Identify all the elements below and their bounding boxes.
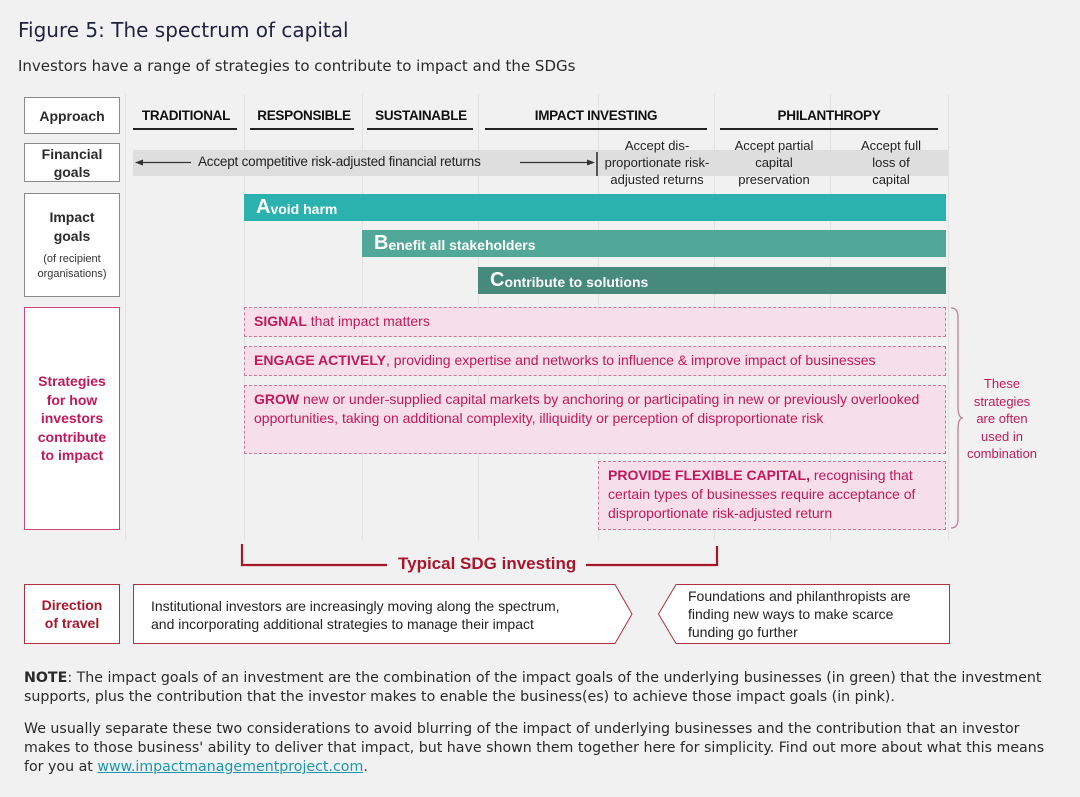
row-label-note-line: organisations)	[37, 268, 107, 280]
strategy-signal	[244, 307, 946, 337]
strategy-keyword: PROVIDE FLEXIBLE CAPITAL,	[608, 467, 810, 483]
figure-title: Figure 5: The spectrum of capital	[18, 18, 349, 42]
underline	[367, 128, 473, 130]
row-label-text: contribute	[37, 428, 107, 445]
text-line: proportionate risk-	[604, 155, 710, 170]
note-text: We usually separate these two considerations to avoid blurring of the impact of underlying businesses and the contribution that an investor makes to those business' ability to deliver that impact, but have shown them together here for simplicity. Find out more about what this means for you at	[24, 721, 1045, 775]
underline	[250, 128, 354, 130]
impact-bar-benefit-stakeholders	[362, 230, 946, 257]
impact-bar-contribute-solutions	[478, 267, 946, 294]
strategy-text: that impact matters	[306, 313, 430, 329]
approach-philanthropy: PHILANTHROPY	[777, 108, 881, 123]
row-label-note	[37, 252, 106, 282]
text-line: combination	[966, 446, 1038, 461]
row-label-financial-goals	[24, 143, 120, 182]
note-paragraph	[24, 669, 1064, 707]
bar-initial: C	[490, 269, 505, 291]
strategy-engage	[244, 346, 946, 376]
text-line: Accept dis-	[624, 138, 690, 153]
text-line: preservation	[738, 172, 810, 187]
row-label-text: Approach	[39, 107, 105, 124]
text-line: capital	[872, 172, 910, 187]
row-label-note-line: (of recipient	[43, 253, 101, 265]
text-line: Accept partial	[734, 138, 814, 153]
financial-goal-competitive: Accept competitive risk-adjusted financial returns	[198, 154, 481, 169]
sdg-label: Typical SDG investing	[398, 554, 577, 573]
bar-label: enefit all stakeholders	[388, 237, 536, 253]
approach-sustainable: SUSTAINABLE	[375, 108, 467, 123]
arrow-right-icon	[518, 158, 596, 167]
row-label-text: Direction	[41, 597, 103, 613]
text-line: Institutional investors are increasingly moving along the spectrum,	[151, 598, 560, 614]
strategy-provide-flexible-capital	[598, 461, 946, 530]
arrow-left-icon	[135, 158, 193, 167]
note-text: : The impact goals of an investment are the combination of the impact goals of the underlying businesses (in green) that the investment supports, plus the contribution that the investor makes to enable the business(es) to achieve those impact goals (in pink).	[24, 670, 1042, 705]
financial-goal-partial	[716, 137, 832, 188]
row-label-impact-goals	[24, 193, 120, 297]
row-label-text: goals	[53, 228, 91, 244]
financial-goal-disproportionate	[598, 137, 716, 188]
strategy-text: , providing expertise and networks to influence & improve impact of businesses	[386, 352, 876, 368]
underline	[720, 128, 938, 130]
bar-label: ontribute to solutions	[504, 274, 649, 290]
text-line: Foundations and philanthropists are	[688, 588, 911, 604]
row-label-text: Impact	[49, 209, 95, 225]
financial-goal-full-loss	[832, 137, 950, 188]
bar-initial: A	[256, 196, 271, 218]
strategy-keyword: ENGAGE ACTIVELY	[254, 352, 386, 368]
strategy-grow	[244, 385, 946, 454]
text-line: funding go further	[688, 624, 798, 640]
row-label-text: investors	[40, 410, 104, 427]
bar-label: void harm	[270, 201, 338, 217]
underline	[485, 128, 707, 130]
row-label-text: Financial	[41, 145, 103, 162]
row-label-text: for how	[46, 391, 98, 408]
direction-institutional	[151, 597, 621, 633]
text-line: are often	[976, 411, 1028, 426]
impact-bar-avoid-harm	[244, 194, 946, 221]
text-line: Accept full	[861, 138, 921, 153]
direction-foundations	[688, 587, 943, 641]
note-text: .	[363, 759, 368, 775]
text-line: strategies	[973, 393, 1031, 409]
note-paragraph-2	[24, 720, 1064, 777]
row-label-direction	[24, 584, 120, 644]
row-label-text: of travel	[44, 615, 100, 631]
row-label-approach	[24, 97, 120, 134]
row-label-text: to impact	[40, 447, 104, 464]
row-label-text: Strategies	[38, 373, 106, 390]
text-line: adjusted returns	[610, 172, 704, 187]
text-line: used in	[981, 428, 1023, 444]
underline	[133, 128, 237, 130]
text-line: loss of	[872, 155, 910, 170]
combination-note	[960, 375, 1044, 463]
approach-traditional: TRADITIONAL	[141, 108, 231, 123]
text-line: These	[983, 376, 1021, 391]
approach-responsible: RESPONSIBLE	[257, 108, 351, 123]
column-guide	[125, 94, 126, 540]
strategy-keyword: SIGNAL	[254, 313, 307, 329]
strategy-text: new or under-supplied capital markets by anchoring or participating in new or previously overlooked opportunities, taking on additional complexity, illiquidity or perception of disproportionate risk	[254, 391, 920, 426]
text-line: capital	[755, 155, 793, 170]
text-line: and incorporating additional strategies to manage their impact	[151, 616, 534, 632]
figure-subtitle: Investors have a range of strategies to contribute to impact and the SDGs	[18, 57, 576, 75]
note-label: NOTE	[24, 670, 68, 686]
bar-initial: B	[374, 232, 389, 254]
approach-impact-investing: IMPACT INVESTING	[534, 108, 658, 123]
row-label-strategies	[24, 307, 120, 530]
strategy-keyword: GROW	[254, 391, 300, 407]
row-label-text: goals	[53, 163, 91, 180]
strategy-text: recognising that certain types of businesses require acceptance of disproportionate risk-adjusted return	[608, 467, 916, 521]
website-link[interactable]: www.impactmanagementproject.com	[97, 759, 364, 775]
text-line: finding new ways to make scarce	[688, 606, 894, 622]
